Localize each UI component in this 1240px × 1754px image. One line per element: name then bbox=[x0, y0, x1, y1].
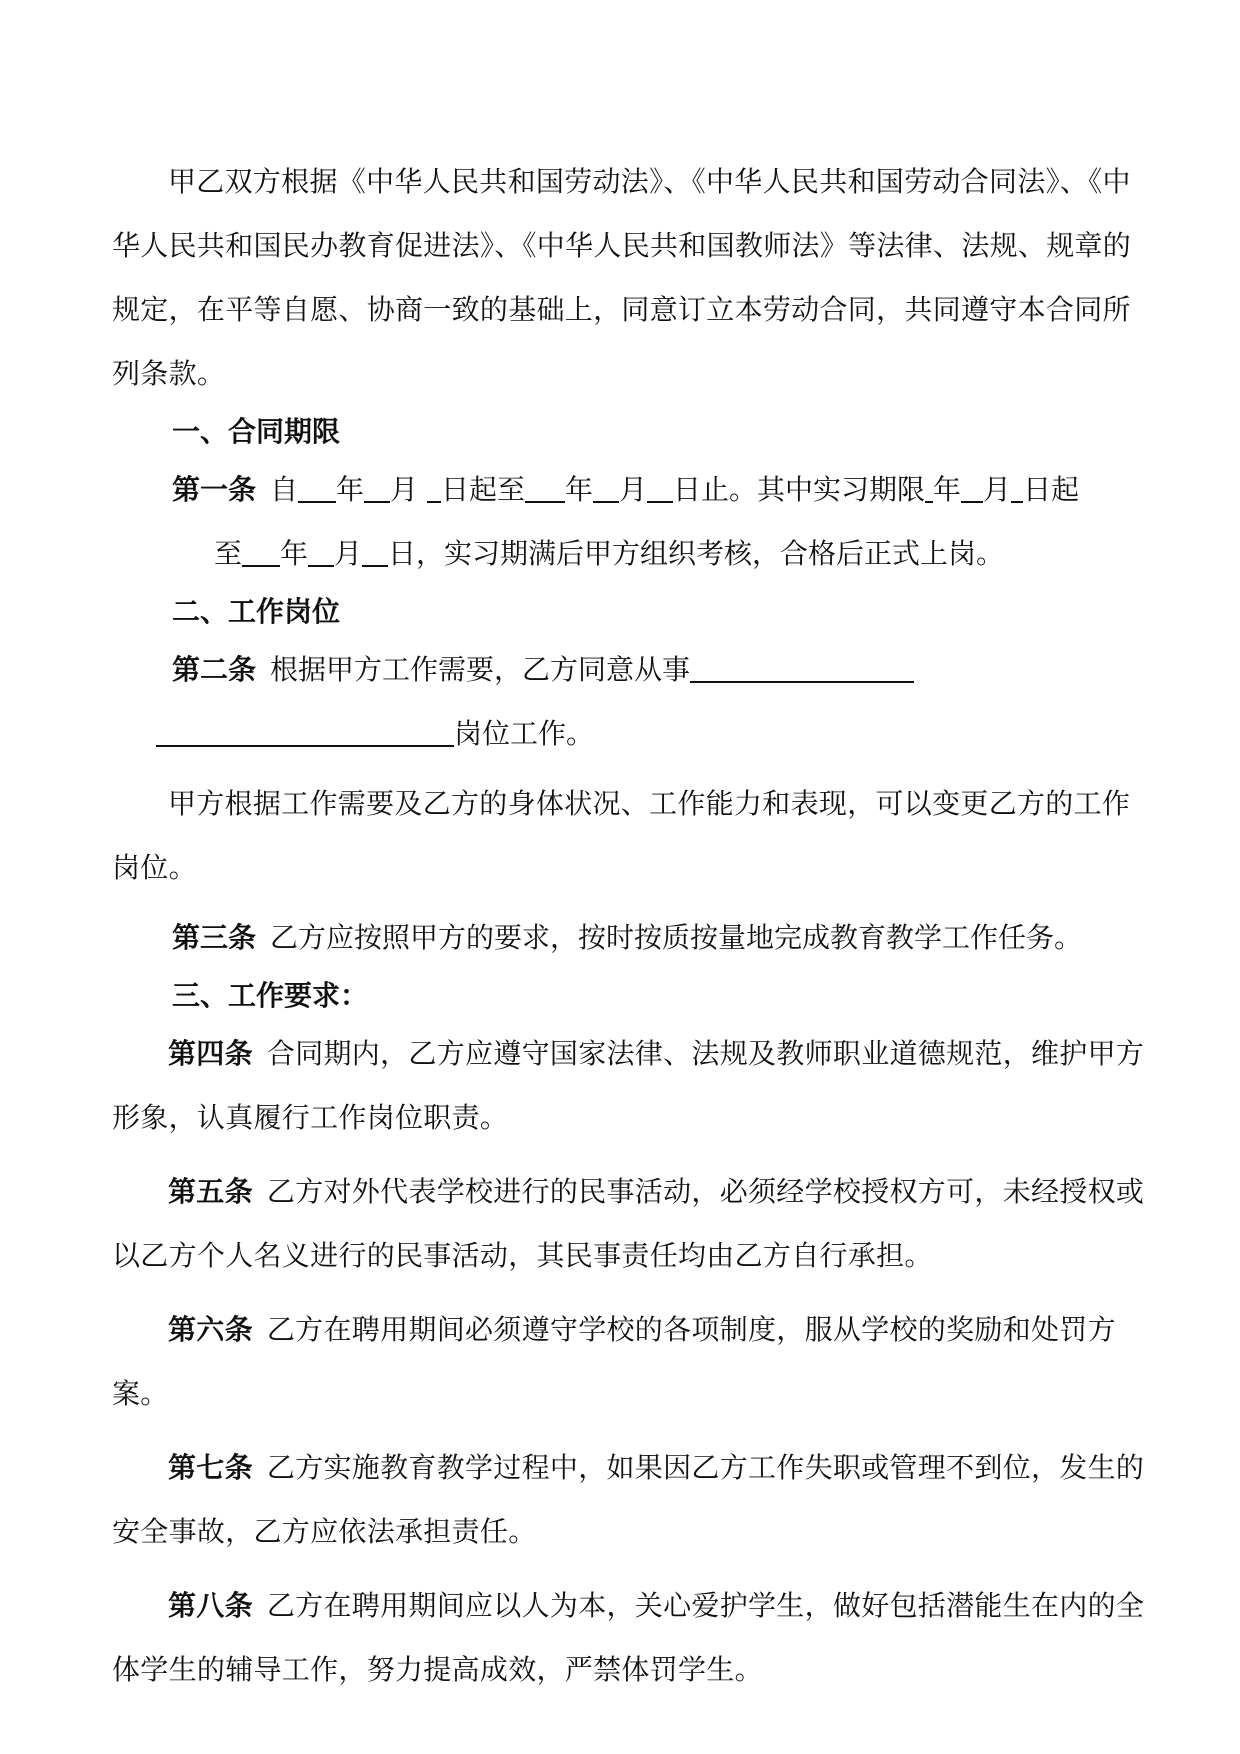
article-2-paragraph-2: 甲方根据工作需要及乙方的身体状况、工作能力和表现，可以变更乙方的工作岗位。 bbox=[112, 787, 1131, 884]
art1-text-trial-from: 日起 bbox=[1023, 473, 1080, 506]
article-6 bbox=[112, 1298, 1150, 1426]
article-5-label: 第五条 bbox=[168, 1175, 253, 1208]
blank-trial-end-day[interactable] bbox=[362, 537, 388, 567]
blank-trial-end-year[interactable] bbox=[242, 537, 280, 567]
art1-text-month-4: 月 bbox=[334, 537, 363, 570]
blank-trial-year[interactable] bbox=[925, 473, 933, 503]
art1-text-year-4: 年 bbox=[280, 537, 309, 570]
article-5-text: 乙方对外代表学校进行的民事活动，必须经学校授权方可，未经授权或以乙方个人名义进行的民事活动，其民事责任均由乙方自行承担。 bbox=[112, 1175, 1145, 1272]
art1-text-from: 自 bbox=[270, 473, 299, 506]
article-3-label: 第三条 bbox=[172, 921, 257, 954]
section-heading-position: 二、工作岗位 bbox=[172, 595, 341, 628]
article-2-line-2 bbox=[112, 702, 1150, 766]
article-3-text: 乙方应按照甲方的要求，按时按质按量地完成教育教学工作任务。 bbox=[270, 921, 1083, 954]
blank-start-month[interactable] bbox=[364, 473, 390, 503]
article-1-line-1 bbox=[112, 458, 1150, 522]
article-4-label: 第四条 bbox=[168, 1037, 253, 1070]
art1-text-year-3: 年 bbox=[933, 473, 962, 506]
article-7-label: 第七条 bbox=[168, 1451, 253, 1484]
article-1-label: 第一条 bbox=[172, 473, 257, 506]
article-2-label: 第二条 bbox=[172, 653, 257, 686]
art1-text-trial-end: 日，实习期满后甲方组织考核，合格后正式上岗。 bbox=[388, 537, 1005, 570]
article-4 bbox=[112, 1022, 1150, 1150]
blank-end-year[interactable] bbox=[525, 473, 565, 503]
blank-start-day[interactable] bbox=[427, 473, 441, 503]
article-2-line-1 bbox=[112, 638, 1150, 702]
art1-text-start-to: 日起至 bbox=[440, 473, 525, 506]
intro-paragraph: 甲乙双方根据《中华人民共和国劳动法》、《中华人民共和国劳动合同法》、《中华人民共和国民办教育促进法》、《中华人民共和国教师法》等法律、法规、规章的规定，在平等自愿、协商一致的基础上，同意订立本劳动合同，共同遵守本合同所列条款。 bbox=[112, 165, 1132, 390]
article-8 bbox=[112, 1574, 1150, 1702]
article-8-text: 乙方在聘用期间应以人为本，关心爱护学生，做好包括潜能生在内的全体学生的辅导工作，努力提高成效，严禁体罚学生。 bbox=[112, 1589, 1145, 1686]
article-6-text: 乙方在聘用期间必须遵守学校的各项制度，服从学校的奖励和处罚方案。 bbox=[112, 1313, 1116, 1410]
article-5 bbox=[112, 1160, 1150, 1288]
blank-trial-end-month[interactable] bbox=[308, 537, 334, 567]
article-8-label: 第八条 bbox=[168, 1589, 253, 1622]
art1-text-end: 日止。其中实习期限 bbox=[673, 473, 926, 506]
art1-text-month-3: 月 bbox=[983, 473, 1012, 506]
article-4-text: 合同期内，乙方应遵守国家法律、法规及教师职业道德规范，维护甲方形象，认真履行工作岗位职责。 bbox=[112, 1037, 1145, 1134]
art1-text-month: 月 bbox=[390, 473, 419, 506]
section-heading-requirements: 三、工作要求： bbox=[172, 979, 369, 1012]
section-heading-term: 一、合同期限 bbox=[172, 415, 341, 448]
art1-text-year: 年 bbox=[336, 473, 365, 506]
blank-end-month[interactable] bbox=[593, 473, 619, 503]
art1-text-year-2: 年 bbox=[564, 473, 593, 506]
blank-trial-day[interactable] bbox=[1011, 473, 1023, 503]
art1-text-month-2: 月 bbox=[619, 473, 648, 506]
blank-position-1[interactable] bbox=[690, 653, 914, 683]
blank-position-2[interactable] bbox=[156, 717, 454, 747]
blank-trial-month[interactable] bbox=[961, 473, 983, 503]
article-3 bbox=[112, 906, 1150, 970]
article-1-line-2 bbox=[112, 522, 1150, 586]
art1-text-to: 至 bbox=[214, 537, 243, 570]
blank-start-year[interactable] bbox=[298, 473, 336, 503]
article-7 bbox=[112, 1436, 1150, 1564]
article-6-label: 第六条 bbox=[168, 1313, 253, 1346]
art2-text-2: 岗位工作。 bbox=[454, 717, 595, 750]
article-7-text: 乙方实施教育教学过程中，如果因乙方工作失职或管理不到位，发生的安全事故，乙方应依法承担责任。 bbox=[112, 1451, 1145, 1548]
blank-end-day[interactable] bbox=[647, 473, 673, 503]
art2-text-1: 根据甲方工作需要，乙方同意从事 bbox=[270, 653, 691, 686]
